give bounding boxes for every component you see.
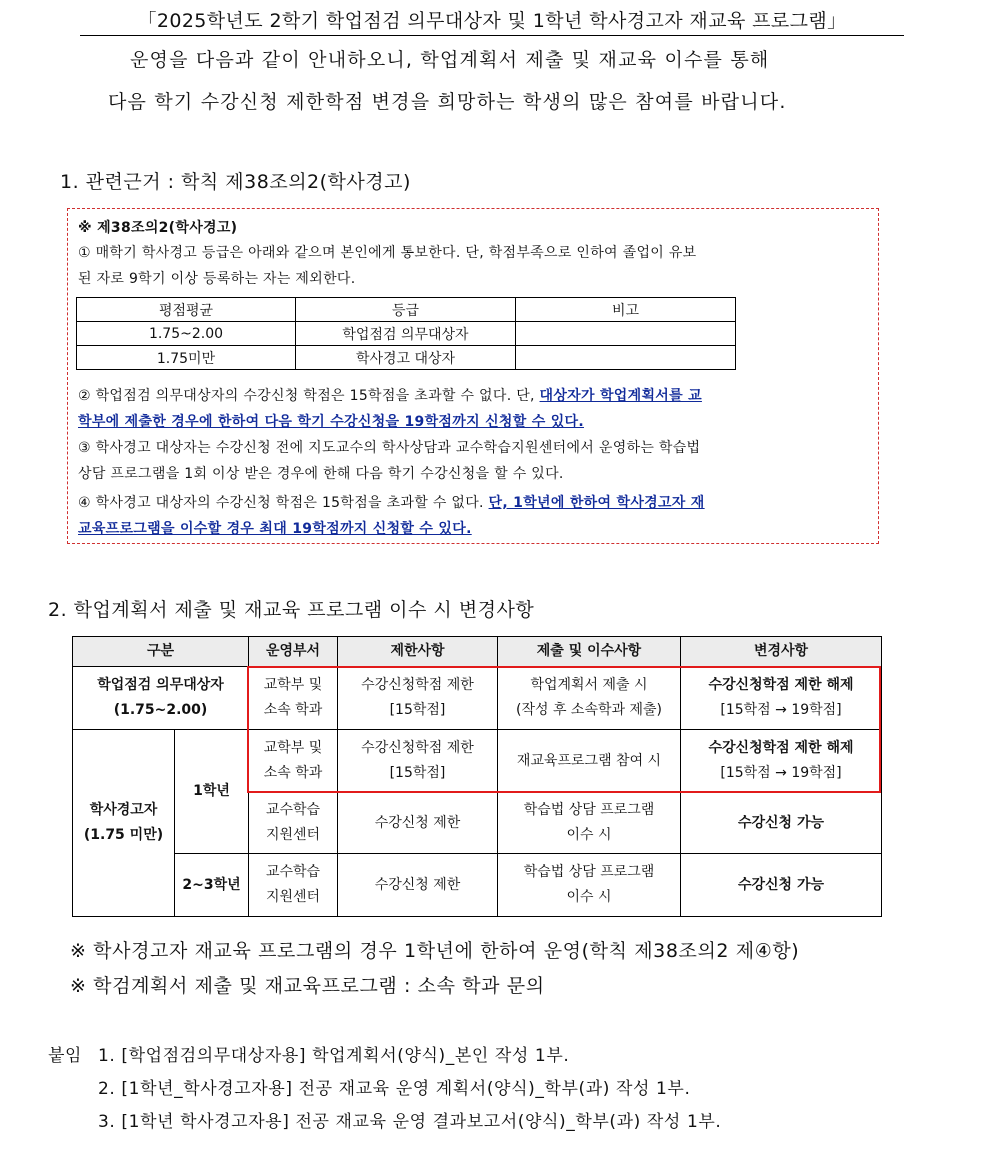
attachment-item: 3. [1학년 학사경고자용] 전공 재교육 운영 결과보고서(양식)_학부(과) 작성 1부. <box>98 1112 722 1132</box>
clause4-plain: ④ 학사경고 대상자의 수강신청 학점은 15학점을 초과할 수 없다. <box>78 495 489 511</box>
header-change: 변경사항 <box>681 637 882 667</box>
header-requirement: 제출 및 이수사항 <box>498 637 681 667</box>
group2-r2-restriction: 수강신청 제한 <box>338 793 498 854</box>
clause2-line1 <box>78 385 702 405</box>
intro-line-2: 다음 학기 수강신청 제한학점 변경을 희망하는 학생의 많은 참여를 바랍니다. <box>108 91 787 113</box>
grade-cell: 학사경고 대상자 <box>296 346 516 370</box>
grade-cell <box>516 346 736 370</box>
group2-r2-requirement: 학습법 상담 프로그램 이수 시 <box>498 793 681 854</box>
group2-r3-requirement: 학습법 상담 프로그램 이수 시 <box>498 854 681 917</box>
clause2-line2 <box>78 411 584 431</box>
attachment-item: 1. [학업점검의무대상자용] 학업계획서(양식)_본인 작성 1부. <box>98 1046 570 1066</box>
group2-r1-department: 교학부 및 소속 학과 <box>249 730 338 793</box>
note-1: ※ 학사경고자 재교육 프로그램의 경우 1학년에 한하여 운영(학칙 제38조의2 제④항) <box>70 940 800 962</box>
attachment-item: 2. [1학년_학사경고자용] 전공 재교육 운영 계획서(양식)_학부(과) 작성 1부. <box>98 1079 691 1099</box>
group1-department: 교학부 및 소속 학과 <box>249 667 338 730</box>
clause4-line2 <box>78 518 472 538</box>
header-department: 운영부서 <box>249 637 338 667</box>
grade-header-remark: 비고 <box>516 298 736 322</box>
group1-label: 학업점검 의무대상자 (1.75~2.00) <box>73 667 249 730</box>
clause2-plain: ② 학업점검 의무대상자의 수강신청 학점은 15학점을 초과할 수 없다. 단, <box>78 388 540 404</box>
group2-r1-restriction: 수강신청학점 제한 [15학점] <box>338 730 498 793</box>
group2-r2-department: 교수학습 지원센터 <box>249 793 338 854</box>
group1-change: 수강신청학점 제한 해제 [15학점 → 19학점] <box>681 667 882 730</box>
grade-cell: 1.75미만 <box>77 346 296 370</box>
grade-header-gpa: 평점평균 <box>77 298 296 322</box>
group1-restriction: 수강신청학점 제한 [15학점] <box>338 667 498 730</box>
clause3-line1: ③ 학사경고 대상자는 수강신청 전에 지도교수의 학사상담과 교수학습지원센터에서 운영하는 학습법 <box>78 440 701 456</box>
grade-cell: 학업점검 의무대상자 <box>296 322 516 346</box>
group2-r3-department: 교수학습 지원센터 <box>249 854 338 917</box>
group2-r2-change: 수강신청 가능 <box>681 793 882 854</box>
intro-line-1: 운영을 다음과 같이 안내하오니, 학업계획서 제출 및 재교육 이수를 통해 <box>130 49 770 71</box>
clause2-emphasis: 대상자가 학업계획서를 교 <box>539 388 702 404</box>
year23-label: 2~3학년 <box>175 854 249 917</box>
grade-cell <box>516 322 736 346</box>
note-2: ※ 학검계획서 제출 및 재교육프로그램 : 소속 학과 문의 <box>70 975 545 997</box>
group2-label: 학사경고자 (1.75 미만) <box>73 730 175 917</box>
law-excerpt-box <box>67 208 879 544</box>
clause4-emphasis: 교육프로그램을 이수할 경우 최대 19학점까지 신청할 수 있다. <box>78 521 472 537</box>
clause4-line1 <box>78 492 705 512</box>
header-category: 구분 <box>73 637 249 667</box>
changes-table <box>72 636 882 917</box>
group1-requirement: 학업계획서 제출 시 (작성 후 소속학과 제출) <box>498 667 681 730</box>
clause1-line2: 된 자로 9학기 이상 등록하는 자는 제외한다. <box>78 271 356 287</box>
document-title: 「2025학년도 2학기 학업점검 의무대상자 및 1학년 학사경고자 재교육 프로그램」 <box>80 8 904 36</box>
group2-r1-change: 수강신청학점 제한 해제 [15학점 → 19학점] <box>681 730 882 793</box>
section2-heading: 2. 학업계획서 제출 및 재교육 프로그램 이수 시 변경사항 <box>48 599 535 621</box>
group2-r3-change: 수강신청 가능 <box>681 854 882 917</box>
clause4-emphasis: 단, 1학년에 한하여 학사경고자 재 <box>488 495 705 511</box>
year1-label: 1학년 <box>175 730 249 854</box>
grade-header-level: 등급 <box>296 298 516 322</box>
group2-r3-restriction: 수강신청 제한 <box>338 854 498 917</box>
grade-cell: 1.75~2.00 <box>77 322 296 346</box>
group2-r1-requirement: 재교육프로그램 참여 시 <box>498 730 681 793</box>
clause2-emphasis: 학부에 제출한 경우에 한하여 다음 학기 수강신청을 19학점까지 신청할 수 있다. <box>78 414 584 430</box>
section1-heading: 1. 관련근거 : 학칙 제38조의2(학사경고) <box>60 171 411 193</box>
clause3-line2: 상담 프로그램을 1회 이상 받은 경우에 한해 다음 학기 수강신청을 할 수 있다. <box>78 466 564 482</box>
law-box-title: ※ 제38조의2(학사경고) <box>78 220 238 236</box>
header-restriction: 제한사항 <box>338 637 498 667</box>
attachments-label: 붙임 <box>48 1046 83 1066</box>
clause1-line1: ① 매학기 학사경고 등급은 아래와 같으며 본인에게 통보한다. 단, 학점부족으로 인하여 졸업이 유보 <box>78 245 697 261</box>
grade-table <box>76 297 736 370</box>
